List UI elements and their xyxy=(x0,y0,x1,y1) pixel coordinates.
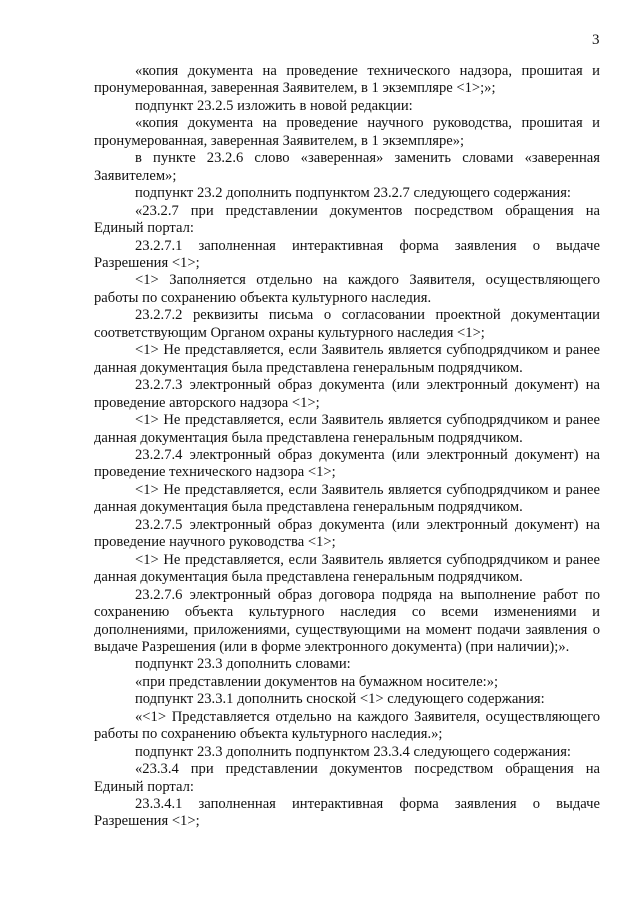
footnote: <1> Не представляется, если Заявитель является субподрядчиком и ранее данная документация была представлена генеральным подрядчиком. xyxy=(94,342,600,376)
footnote: <1> Заполняется отдельно на каждого Заявителя, осуществляющего работы по сохранению объекта культурного наследия. xyxy=(94,272,600,306)
footnote: <1> Не представляется, если Заявитель является субподрядчиком и ранее данная документация была представлена генеральным подрядчиком. xyxy=(94,481,600,516)
paragraph: «23.2.7 при представлении документов посредством обращения на Единый портал: xyxy=(94,202,600,237)
paragraph: «23.3.4 при представлении документов посредством обращения на Единый портал: xyxy=(94,761,600,795)
paragraph: 23.3.4.1 заполненная интерактивная форма заявления о выдаче Разрешения <1>; xyxy=(94,796,600,830)
paragraph: 23.2.7.6 электронный образ договора подряда на выполнение работ по сохранению объекта культурного наследия со всеми изменениями и дополнениями, приложениями, существующими на момент подачи заявления о выдаче Разрешения (или в форме электронного документа) (при наличии);». xyxy=(94,586,600,655)
paragraph: в пункте 23.2.6 слово «заверенная» заменить словами «заверенная Заявителем»; xyxy=(94,150,600,184)
paragraph: подпункт 23.2 дополнить подпунктом 23.2.7 следующего содержания: xyxy=(135,185,571,202)
paragraph: 23.2.7.5 электронный образ документа (или электронный документ) на проведение научного руководства <1>; xyxy=(94,516,600,551)
footnote: «<1> Представляется отдельно на каждого Заявителя, осуществляющего работы по сохранению объекта культурного наследия.»; xyxy=(94,708,600,743)
paragraph: подпункт 23.2.5 изложить в новой редакции: xyxy=(135,97,413,114)
footnote: <1> Не представляется, если Заявитель является субподрядчиком и ранее данная документация была представлена генеральным подрядчиком. xyxy=(94,412,600,446)
paragraph: 23.2.7.3 электронный образ документа (или электронный документ) на проведение авторского надзора <1>; xyxy=(94,377,600,411)
document-body xyxy=(94,63,600,831)
page-number: 3 xyxy=(592,32,600,48)
paragraph: «копия документа на проведение научного руководства, прошитая и пронумерованная, заверенная Заявителем, в 1 экземпляре»; xyxy=(94,115,600,149)
paragraph: подпункт 23.3 дополнить словами: xyxy=(135,656,351,673)
paragraph: 23.2.7.2 реквизиты письма о согласовании проектной документации соответствующим Органом охраны культурного наследия <1>; xyxy=(94,307,600,341)
paragraph: подпункт 23.3.1 дополнить сноской <1> следующего содержания: xyxy=(135,691,545,708)
paragraph: подпункт 23.3 дополнить подпунктом 23.3.4 следующего содержания: xyxy=(135,743,571,760)
footnote: <1> Не представляется, если Заявитель является субподрядчиком и ранее данная документация была представлена генеральным подрядчиком. xyxy=(94,551,600,586)
paragraph: «копия документа на проведение технического надзора, прошитая и пронумерованная, заверенная Заявителем, в 1 экземпляре <1>;»; xyxy=(94,63,600,97)
paragraph: «при представлении документов на бумажном носителе:»; xyxy=(135,673,499,690)
paragraph: 23.2.7.1 заполненная интерактивная форма заявления о выдаче Разрешения <1>; xyxy=(94,237,600,271)
paragraph: 23.2.7.4 электронный образ документа (или электронный документ) на проведение технического надзора <1>; xyxy=(94,446,600,481)
